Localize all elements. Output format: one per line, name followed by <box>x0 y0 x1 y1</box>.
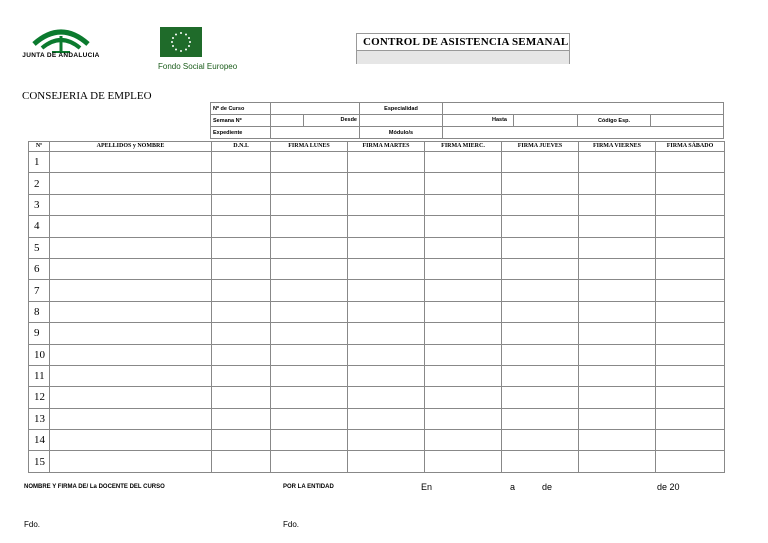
attendance-header-row <box>29 142 725 152</box>
cell-lunes[interactable] <box>271 408 348 429</box>
table-row <box>29 451 725 472</box>
cell-name[interactable] <box>50 451 212 472</box>
col-dni-header: D.N.I. <box>212 142 271 152</box>
cell-name[interactable] <box>50 237 212 258</box>
cell-jueves[interactable] <box>502 194 579 215</box>
cell-lunes[interactable] <box>271 173 348 194</box>
cell-name[interactable] <box>50 152 212 173</box>
cell-jueves[interactable] <box>502 258 579 279</box>
cell-lunes[interactable] <box>271 451 348 472</box>
cell-sabado[interactable] <box>656 152 725 173</box>
cell-lunes[interactable] <box>271 194 348 215</box>
cell-lunes[interactable] <box>271 237 348 258</box>
cell-viernes[interactable] <box>579 237 656 258</box>
cell-viernes[interactable] <box>579 258 656 279</box>
table-row <box>29 173 725 194</box>
cell-viernes[interactable] <box>579 430 656 451</box>
cell-viernes[interactable] <box>579 301 656 322</box>
fdo-right-label: Fdo. <box>283 520 300 529</box>
junta-logo-text: JUNTA DE ANDALUCIA <box>22 52 100 59</box>
cell-martes[interactable] <box>348 365 425 386</box>
cell-lunes[interactable] <box>271 365 348 386</box>
cell-miercoles[interactable] <box>425 430 502 451</box>
row-number: 1 <box>29 152 50 173</box>
row-number: 3 <box>29 194 50 215</box>
de20-label: de 20 <box>657 482 680 492</box>
cell-dni[interactable] <box>212 258 271 279</box>
table-row <box>29 365 725 386</box>
cell-viernes[interactable] <box>579 280 656 301</box>
desde-field[interactable] <box>360 115 443 127</box>
row-number: 9 <box>29 323 50 344</box>
cell-name[interactable] <box>50 365 212 386</box>
expediente-label: Expediente <box>211 127 271 139</box>
table-row <box>29 280 725 301</box>
table-row <box>29 194 725 215</box>
col-viernes-header: FIRMA VIERNES <box>579 142 656 152</box>
cell-lunes[interactable] <box>271 301 348 322</box>
cell-viernes[interactable] <box>579 451 656 472</box>
col-num-header: Nº <box>29 142 50 152</box>
table-row <box>29 258 725 279</box>
title-box <box>356 33 570 64</box>
cell-viernes[interactable] <box>579 173 656 194</box>
cell-miercoles[interactable] <box>425 451 502 472</box>
cell-miercoles[interactable] <box>425 387 502 408</box>
docente-signature-label: NOMBRE Y FIRMA DE/ La DOCENTE DEL CURSO <box>24 484 165 490</box>
cell-miercoles[interactable] <box>425 408 502 429</box>
cell-name[interactable] <box>50 258 212 279</box>
cell-name[interactable] <box>50 280 212 301</box>
de-label: de <box>542 482 553 492</box>
cell-dni[interactable] <box>212 323 271 344</box>
cell-martes[interactable] <box>348 280 425 301</box>
cell-name[interactable] <box>50 194 212 215</box>
cell-lunes[interactable] <box>271 280 348 301</box>
cell-lunes[interactable] <box>271 344 348 365</box>
cell-viernes[interactable] <box>579 152 656 173</box>
cell-sabado[interactable] <box>656 344 725 365</box>
attendance-table <box>28 141 725 473</box>
cell-miercoles[interactable] <box>425 173 502 194</box>
cell-dni[interactable] <box>212 194 271 215</box>
cell-dni[interactable] <box>212 387 271 408</box>
cell-dni[interactable] <box>212 451 271 472</box>
cell-miercoles[interactable] <box>425 152 502 173</box>
cell-jueves[interactable] <box>502 408 579 429</box>
semana-field[interactable] <box>271 115 304 126</box>
table-row <box>29 152 725 173</box>
cell-sabado[interactable] <box>656 323 725 344</box>
cell-viernes[interactable] <box>579 194 656 215</box>
cell-sabado[interactable] <box>656 258 725 279</box>
cell-sabado[interactable] <box>656 430 725 451</box>
cell-miercoles[interactable] <box>425 194 502 215</box>
row-number: 4 <box>29 216 50 237</box>
cell-dni[interactable] <box>212 173 271 194</box>
cell-name[interactable] <box>50 173 212 194</box>
row-number: 8 <box>29 301 50 322</box>
cell-viernes[interactable] <box>579 344 656 365</box>
row-number: 5 <box>29 237 50 258</box>
cell-miercoles[interactable] <box>425 323 502 344</box>
cell-martes[interactable] <box>348 194 425 215</box>
semana-desde-cell[interactable] <box>271 115 360 127</box>
modulo-label: Módulo/s <box>360 127 443 139</box>
table-row <box>29 430 725 451</box>
cell-miercoles[interactable] <box>425 216 502 237</box>
cell-sabado[interactable] <box>656 216 725 237</box>
cell-sabado[interactable] <box>656 301 725 322</box>
course-info-table <box>210 102 724 139</box>
cell-dni[interactable] <box>212 408 271 429</box>
cell-name[interactable] <box>50 387 212 408</box>
cell-sabado[interactable] <box>656 237 725 258</box>
cell-martes[interactable] <box>348 258 425 279</box>
cell-jueves[interactable] <box>502 301 579 322</box>
cell-lunes[interactable] <box>271 387 348 408</box>
cell-dni[interactable] <box>212 152 271 173</box>
cell-jueves[interactable] <box>502 387 579 408</box>
cell-miercoles[interactable] <box>425 237 502 258</box>
cell-jueves[interactable] <box>502 152 579 173</box>
cell-lunes[interactable] <box>271 152 348 173</box>
junta-andalucia-logo-icon <box>22 18 100 68</box>
hasta-field[interactable] <box>514 115 575 126</box>
codigo-label: Código Esp. <box>578 115 651 127</box>
cell-miercoles[interactable] <box>425 344 502 365</box>
cell-sabado[interactable] <box>656 408 725 429</box>
cell-viernes[interactable] <box>579 323 656 344</box>
semana-label: Semana Nº <box>211 115 271 127</box>
table-row <box>29 344 725 365</box>
table-row <box>29 323 725 344</box>
cell-martes[interactable] <box>348 387 425 408</box>
hasta-label: Hasta <box>445 115 514 126</box>
codigo-field[interactable] <box>651 115 724 127</box>
especialidad-label: Especialidad <box>360 103 443 115</box>
cell-name[interactable] <box>50 323 212 344</box>
fdo-left-label: Fdo. <box>24 520 41 529</box>
col-sabado-header: FIRMA SÁBADO <box>656 142 725 152</box>
a-label: a <box>510 482 516 492</box>
hasta-cell[interactable] <box>443 115 578 127</box>
cell-martes[interactable] <box>348 301 425 322</box>
col-martes-header: FIRMA MARTES <box>348 142 425 152</box>
en-label: En <box>421 482 433 492</box>
table-row <box>29 408 725 429</box>
cell-viernes[interactable] <box>579 387 656 408</box>
cell-sabado[interactable] <box>656 280 725 301</box>
expediente-field[interactable] <box>271 127 360 139</box>
cell-martes[interactable] <box>348 173 425 194</box>
cell-lunes[interactable] <box>271 216 348 237</box>
cell-dni[interactable] <box>212 365 271 386</box>
col-miercoles-header: FIRMA MIERC. <box>425 142 502 152</box>
cell-martes[interactable] <box>348 344 425 365</box>
cell-dni[interactable] <box>212 430 271 451</box>
page-title: CONTROL DE ASISTENCIA SEMANAL <box>357 34 569 51</box>
row-number: 10 <box>29 344 50 365</box>
especialidad-field[interactable] <box>443 103 724 115</box>
cell-lunes[interactable] <box>271 430 348 451</box>
cell-miercoles[interactable] <box>425 258 502 279</box>
row-number: 6 <box>29 258 50 279</box>
cell-name[interactable] <box>50 301 212 322</box>
cell-jueves[interactable] <box>502 216 579 237</box>
table-row <box>29 216 725 237</box>
row-number: 14 <box>29 430 50 451</box>
cell-dni[interactable] <box>212 301 271 322</box>
col-jueves-header: FIRMA JUEVES <box>502 142 579 152</box>
row-number: 15 <box>29 451 50 472</box>
row-number: 11 <box>29 365 50 386</box>
cell-sabado[interactable] <box>656 194 725 215</box>
cell-name[interactable] <box>50 216 212 237</box>
cell-lunes[interactable] <box>271 323 348 344</box>
cell-miercoles[interactable] <box>425 280 502 301</box>
cell-jueves[interactable] <box>502 323 579 344</box>
curso-field[interactable] <box>271 103 360 115</box>
cell-jueves[interactable] <box>502 280 579 301</box>
curso-label: Nº de Curso <box>211 103 271 115</box>
cell-name[interactable] <box>50 344 212 365</box>
eu-logo-text: Fondo Social Europeo <box>158 62 238 71</box>
desde-label: Desde <box>340 117 357 123</box>
col-lunes-header: FIRMA LUNES <box>271 142 348 152</box>
cell-martes[interactable] <box>348 216 425 237</box>
modulo-field[interactable] <box>443 127 724 139</box>
cell-dni[interactable] <box>212 344 271 365</box>
cell-martes[interactable] <box>348 152 425 173</box>
eu-flag-icon <box>160 27 202 57</box>
cell-dni[interactable] <box>212 237 271 258</box>
cell-jueves[interactable] <box>502 344 579 365</box>
col-name-header: APELLIDOS y NOMBRE <box>50 142 212 152</box>
cell-jueves[interactable] <box>502 173 579 194</box>
cell-miercoles[interactable] <box>425 301 502 322</box>
cell-miercoles[interactable] <box>425 365 502 386</box>
cell-jueves[interactable] <box>502 451 579 472</box>
cell-viernes[interactable] <box>579 365 656 386</box>
cell-martes[interactable] <box>348 323 425 344</box>
table-row <box>29 301 725 322</box>
row-number: 7 <box>29 280 50 301</box>
cell-martes[interactable] <box>348 451 425 472</box>
cell-name[interactable] <box>50 430 212 451</box>
row-number: 13 <box>29 408 50 429</box>
table-row <box>29 237 725 258</box>
cell-sabado[interactable] <box>656 387 725 408</box>
cell-lunes[interactable] <box>271 258 348 279</box>
title-box-shaded <box>357 51 569 64</box>
cell-martes[interactable] <box>348 408 425 429</box>
cell-jueves[interactable] <box>502 365 579 386</box>
cell-viernes[interactable] <box>579 216 656 237</box>
table-row <box>29 387 725 408</box>
cell-martes[interactable] <box>348 430 425 451</box>
row-number: 2 <box>29 173 50 194</box>
cell-jueves[interactable] <box>502 237 579 258</box>
cell-sabado[interactable] <box>656 451 725 472</box>
cell-sabado[interactable] <box>656 173 725 194</box>
department-label: CONSEJERIA DE EMPLEO <box>22 90 152 102</box>
cell-sabado[interactable] <box>656 365 725 386</box>
row-number: 12 <box>29 387 50 408</box>
cell-dni[interactable] <box>212 216 271 237</box>
cell-dni[interactable] <box>212 280 271 301</box>
cell-viernes[interactable] <box>579 408 656 429</box>
cell-jueves[interactable] <box>502 430 579 451</box>
cell-martes[interactable] <box>348 237 425 258</box>
entidad-label: POR LA ENTIDAD <box>283 484 334 490</box>
cell-name[interactable] <box>50 408 212 429</box>
